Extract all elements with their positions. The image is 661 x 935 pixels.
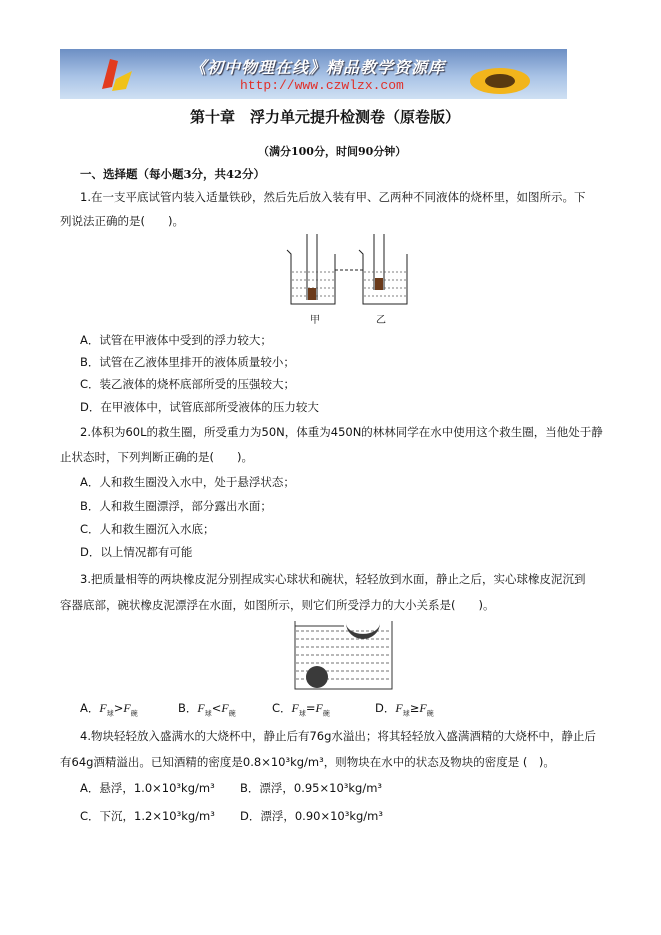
logo-icon (98, 57, 134, 93)
symbol-f: F (395, 701, 403, 715)
q4-option-d: D．漂浮，0.90×10³kg/m³ (240, 809, 383, 823)
relation: > (113, 701, 124, 715)
question-2-line-2: 止状态时，下列判断正确的是( )。 (60, 450, 253, 464)
option-letter: A． (80, 701, 100, 715)
relation: ≥ (409, 701, 420, 715)
symbol-f: F (291, 701, 299, 715)
q1-option-d: D．在甲液体中，试管底部所受液体的压力较大 (80, 400, 319, 414)
q3-option-d (375, 700, 434, 718)
figure-label-jia: 甲 (310, 315, 320, 326)
subscript-bowl: 碗 (426, 709, 434, 718)
question-1-line-2: 列说法正确的是( )。 (60, 214, 184, 228)
q1-option-b: B．试管在乙液体里排开的液体质量较小； (80, 355, 295, 369)
subscript-ball: 球 (204, 709, 212, 718)
option-letter: D． (375, 701, 396, 715)
q2-option-a: A．人和救生圈没入水中，处于悬浮状态； (80, 475, 295, 489)
symbol-f: F (221, 701, 229, 715)
sunflower-icon (465, 59, 535, 99)
subscript-bowl: 碗 (322, 709, 330, 718)
q4-option-a: A．悬浮，1.0×10³kg/m³ (80, 781, 215, 795)
page-subtitle: （满分100分，时间90分钟） (258, 145, 407, 158)
q3-option-b (178, 700, 236, 718)
q2-option-d: D．以上情况都有可能 (80, 545, 193, 559)
symbol-f: F (197, 701, 205, 715)
q1-option-a: A．试管在甲液体中受到的浮力较大； (80, 333, 272, 347)
subscript-ball: 球 (106, 709, 114, 718)
symbol-f: F (99, 701, 107, 715)
symbol-f: F (419, 701, 427, 715)
q3-option-c (272, 700, 330, 718)
q3-option-a (80, 700, 138, 718)
q4-option-c: C．下沉，1.2×10³kg/m³ (80, 809, 215, 823)
subscript-ball: 球 (402, 709, 410, 718)
q2-option-c: C．人和救生圈沉入水底； (80, 522, 215, 536)
subscript-ball: 球 (298, 709, 306, 718)
option-letter: B． (178, 701, 198, 715)
question-3-line-2: 容器底部，碗状橡皮泥漂浮在水面，如图所示，则它们所受浮力的大小关系是( )。 (60, 598, 495, 612)
question-2-line-1: 2.体积为60L的救生圈，所受重力为50N，体重为450N的林林同学在水中使用这个救生圈，当他处于静 (80, 425, 603, 439)
beaker-figure (283, 232, 418, 312)
q2-option-b: B．人和救生圈漂浮，部分露出水面； (80, 499, 272, 513)
relation: = (305, 701, 316, 715)
q4-option-b: B．漂浮，0.95×10³kg/m³ (240, 781, 383, 795)
banner-title: 《初中物理在线》精品教学资源库 (190, 58, 446, 77)
symbol-f: F (315, 701, 323, 715)
relation: < (211, 701, 222, 715)
subscript-bowl: 碗 (130, 709, 138, 718)
section-heading: 一、选择题（每小题3分，共42分） (80, 167, 266, 181)
container-figure (294, 621, 394, 691)
question-1-line-1: 1.在一支平底试管内装入适量铁砂，然后先后放入装有甲、乙两种不同液体的烧杯里，如图所示。下 (80, 190, 586, 204)
banner-url: http://www.czwlzx.com (240, 78, 404, 93)
option-letter: C． (272, 701, 292, 715)
page-title: 第十章 浮力单元提升检测卷（原卷版） (190, 108, 461, 126)
question-4-line-1: 4.物块轻轻放入盛满水的大烧杯中，静止后有76g水溢出；将其轻轻放入盛满酒精的大烧杯中，静止后 (80, 729, 596, 743)
question-4-line-2: 有64g酒精溢出。已知酒精的密度是0.8×10³kg/m³，则物块在水中的状态及物块的密度是 ( )。 (60, 755, 555, 769)
banner (60, 49, 567, 99)
symbol-f: F (123, 701, 131, 715)
question-3-line-1: 3.把质量相等的两块橡皮泥分别捏成实心球状和碗状，轻轻放到水面，静止之后，实心球橡皮泥沉到 (80, 572, 586, 586)
subscript-bowl: 碗 (228, 709, 236, 718)
figure-label-yi: 乙 (376, 315, 386, 326)
q1-option-c: C．装乙液体的烧杯底部所受的压强较大； (80, 377, 296, 391)
